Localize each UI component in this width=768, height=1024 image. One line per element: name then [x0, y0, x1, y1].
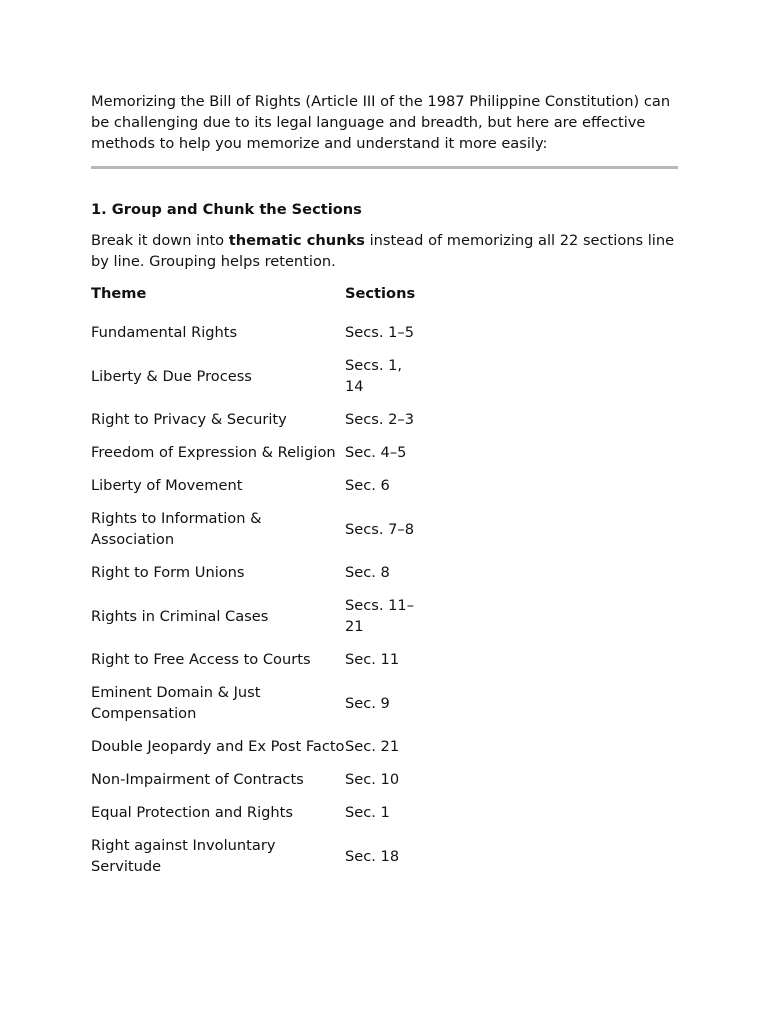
- sections-column-header: Sections: [345, 285, 416, 302]
- theme-cell: Right to Free Access to Courts: [91, 651, 311, 668]
- paragraph-text-end: instead of memorizing all 22 sections line by line. Grouping helps retention.: [91, 232, 675, 270]
- table-row: [91, 796, 423, 829]
- sections-cell: Sec. 8: [345, 564, 390, 581]
- table-header-row: [91, 283, 423, 316]
- table-row: [91, 403, 423, 436]
- table-row: [91, 589, 423, 643]
- theme-column-header: Theme: [91, 285, 147, 302]
- sections-cell: Sec. 9: [345, 694, 390, 712]
- theme-cell: Freedom of Expression & Religion: [91, 444, 336, 461]
- theme-cell: Non-Impairment of Contracts: [91, 771, 304, 788]
- section-heading: 1. Group and Chunk the Sections: [91, 201, 362, 218]
- sections-cell: Secs. 2–3: [345, 411, 415, 428]
- theme-cell: Right to Privacy & Security: [91, 411, 287, 428]
- sections-cell: Sec. 18: [345, 847, 400, 865]
- sections-cell: Sec. 21: [345, 738, 400, 755]
- theme-cell: Liberty of Movement: [91, 477, 243, 494]
- table-row: [91, 349, 423, 403]
- table-row: [91, 730, 423, 763]
- theme-cell: Rights in Criminal Cases: [91, 607, 269, 625]
- theme-cell: Rights to Information & Association: [91, 510, 262, 548]
- table-row: [91, 469, 423, 502]
- sections-cell: Secs. 11–21: [345, 597, 415, 635]
- sections-cell: Sec. 4–5: [345, 444, 407, 461]
- theme-cell: Liberty & Due Process: [91, 367, 252, 385]
- horizontal-divider: [91, 166, 678, 169]
- table-row: [91, 436, 423, 469]
- theme-cell: Equal Protection and Rights: [91, 804, 293, 821]
- sections-cell: Secs. 1, 14: [345, 357, 403, 395]
- sections-cell: Sec. 11: [345, 651, 400, 668]
- theme-cell: Right against Involuntary Servitude: [91, 837, 276, 875]
- table-row: [91, 763, 423, 796]
- paragraph-emphasis: thematic chunks: [228, 232, 365, 249]
- sections-cell: Secs. 1–5: [345, 324, 415, 341]
- sections-cell: Sec. 6: [345, 477, 390, 494]
- table-row: [91, 643, 423, 676]
- table-row: [91, 676, 423, 730]
- section-paragraph: [91, 230, 678, 272]
- theme-cell: Eminent Domain & Just Compensation: [91, 684, 261, 722]
- table-row: [91, 829, 423, 883]
- sections-cell: Sec. 10: [345, 771, 400, 788]
- sections-cell: Sec. 1: [345, 804, 390, 821]
- theme-cell: Right to Form Unions: [91, 564, 245, 581]
- table-row: [91, 502, 423, 556]
- intro-paragraph: Memorizing the Bill of Rights (Article III of the 1987 Philippine Constitution) can be challenging due to its legal language and breadth, but here are effective methods to help you memorize and understand it more easily:: [91, 93, 671, 152]
- table-row: [91, 316, 423, 349]
- theme-cell: Double Jeopardy and Ex Post Facto: [91, 738, 345, 755]
- paragraph-text-start: Break it down into: [91, 232, 229, 249]
- table-body: [91, 316, 423, 883]
- theme-cell: Fundamental Rights: [91, 324, 238, 341]
- thematic-chunks-table: [91, 283, 423, 883]
- sections-cell: Secs. 7–8: [345, 520, 415, 538]
- table-row: [91, 556, 423, 589]
- document-content: [91, 91, 678, 883]
